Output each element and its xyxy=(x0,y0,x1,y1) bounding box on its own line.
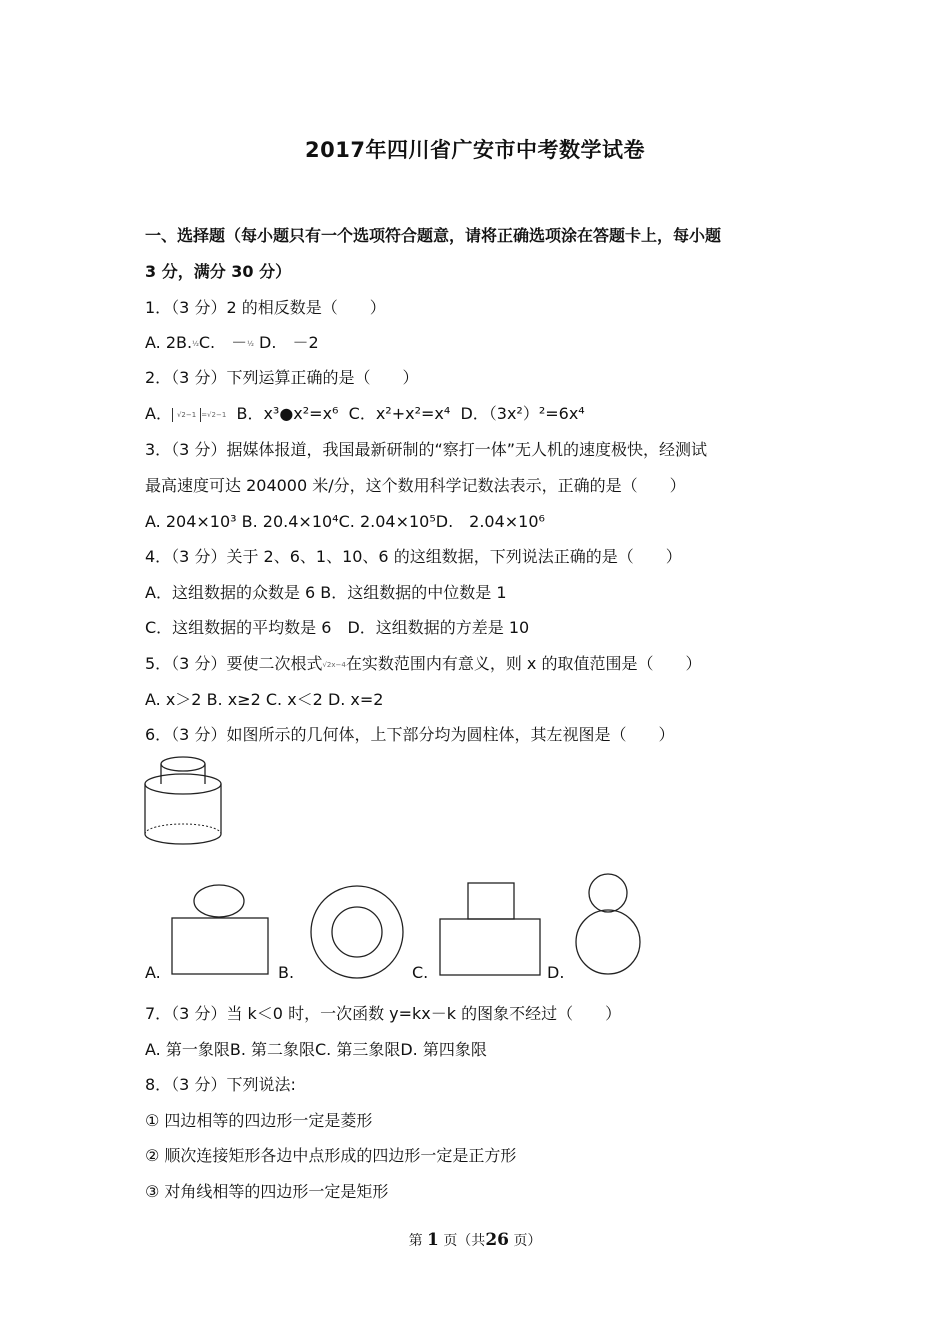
q1-option-c-value: ½ xyxy=(247,339,254,348)
q2-option-d: D．（3x²）²=6x⁴ xyxy=(460,404,585,423)
q6-option-b-label: B. xyxy=(278,963,295,982)
q5-stem-post: 在实数范围内有意义，则 x 的取值范围是（ ） xyxy=(345,654,702,673)
q6-option-a-label: A. xyxy=(145,963,161,982)
q6-stem: 6．（3 分）如图所示的几何体，上下部分均为圆柱体，其左视图是（ ） xyxy=(145,725,675,744)
q7-options: A. 第一象限B. 第二象限C. 第三象限D. 第四象限 xyxy=(145,1040,487,1059)
q8-stem: 8．（3 分）下列说法: xyxy=(145,1075,296,1094)
page-title: 2017年四川省广安市中考数学试卷 xyxy=(305,138,645,162)
q5-options: A. x＞2 B. x≥2 C. x＜2 D. x=2 xyxy=(145,690,384,709)
footer-mid: 页（共 xyxy=(443,1233,486,1249)
q1-option-b: B. xyxy=(176,333,193,352)
q5-stem-pre: 5．（3 分）要使二次根式 xyxy=(145,654,323,673)
q8-statement-3: ③ 对角线相等的四边形一定是矩形 xyxy=(145,1182,389,1201)
footer-page-number: 1 xyxy=(427,1230,439,1250)
q1-option-c: C. － xyxy=(198,333,248,352)
q6-option-c-figure xyxy=(436,880,544,978)
footer-post: 页） xyxy=(513,1233,542,1249)
q5-stem xyxy=(145,654,702,675)
q6-option-d-figure xyxy=(570,870,646,982)
q7-stem: 7．（3 分）当 k＜0 时，一次函数 y=kx－k 的图象不经过（ ） xyxy=(145,1004,622,1023)
q8-statement-1: ① 四边相等的四边形一定是菱形 xyxy=(145,1111,373,1130)
q6-option-a-figure xyxy=(168,880,272,978)
q4-options-cd: C．这组数据的平均数是 6 D．这组数据的方差是 10 xyxy=(145,618,530,637)
q6-option-b-figure xyxy=(302,883,412,981)
q2-abs-expression: √2−1 xyxy=(172,408,201,422)
q2-option-c: C．x²+x²=x⁴ xyxy=(348,404,451,423)
section-heading: 一、选择题（每小题只有一个选项符合题意，请将正确选项涂在答题卡上，每小题 xyxy=(145,226,722,245)
q1-options xyxy=(145,333,319,354)
q2-options xyxy=(145,404,585,425)
q8-statement-2: ② 顺次连接矩形各边中点形成的四边形一定是正方形 xyxy=(145,1146,517,1165)
q2-option-a-rhs: =√2−1 xyxy=(201,410,227,419)
q2-option-b: B．x³●x²=x⁶ xyxy=(236,404,339,423)
q4-stem: 4．（3 分）关于 2、6、1、10、6 的这组数据，下列说法正确的是（ ） xyxy=(145,547,682,566)
page-footer xyxy=(0,1230,950,1250)
q3-options: A. 204×10³ B. 20.4×10⁴C. 2.04×10⁵D. 2.04×10⁶ xyxy=(145,512,545,531)
q6-option-d-label: D. xyxy=(547,963,565,982)
footer-total-pages: 26 xyxy=(485,1230,509,1250)
q2-stem: 2．（3 分）下列运算正确的是（ ） xyxy=(145,368,419,387)
q1-option-b-value: ½ xyxy=(192,339,199,348)
q2-option-a: A． xyxy=(145,404,172,423)
q3-stem: 3．（3 分）据媒体报道，我国最新研制的“察打一体”无人机的速度极快，经测试 xyxy=(145,440,708,459)
q1-stem: 1．（3 分）2 的相反数是（ ） xyxy=(145,298,386,317)
q4-options-ab: A．这组数据的众数是 6 B．这组数据的中位数是 1 xyxy=(145,583,507,602)
q6-solid-figure xyxy=(140,752,230,852)
q3-stem-cont: 最高速度可达 204000 米/分，这个数用科学记数法表示，正确的是（ ） xyxy=(145,476,686,495)
section-heading-cont: 3 分，满分 30 分） xyxy=(145,262,292,281)
q1-option-a: A. 2 xyxy=(145,333,177,352)
footer-pre: 第 xyxy=(408,1233,423,1249)
q1-option-d: D. －2 xyxy=(259,333,319,352)
q6-option-c-label: C. xyxy=(412,963,429,982)
q5-radical: √2x−4 xyxy=(322,660,346,669)
